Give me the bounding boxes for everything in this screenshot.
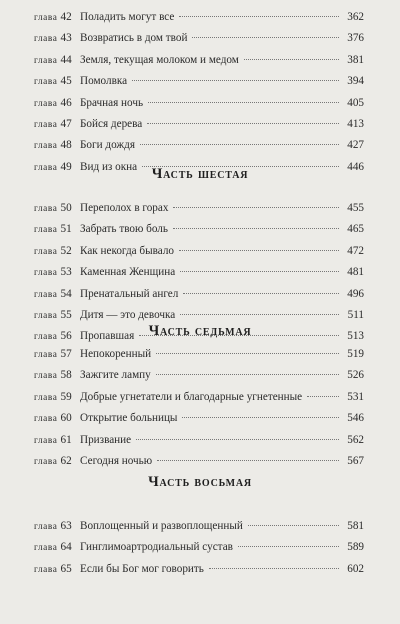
chapter-label (34, 344, 80, 366)
chapter-word: глава (34, 310, 58, 321)
dot-leader (180, 270, 339, 272)
chapter-title: Добрые угнетатели и благодарные угнетенные (80, 390, 303, 403)
chapter-word: глава (34, 268, 58, 279)
chapter-word: глава (34, 55, 58, 66)
chapter-title: Пропавшая (80, 330, 135, 343)
chapter-title: Переполох в горах (80, 202, 169, 214)
page-number: 589 (347, 541, 364, 554)
toc-entry[interactable] (34, 451, 364, 472)
page-number: 427 (347, 139, 364, 152)
page-number: 455 (347, 202, 364, 214)
page-number: 472 (347, 244, 364, 257)
dot-leader (147, 122, 339, 124)
chapter-word: глава (34, 456, 58, 467)
page-number: 405 (347, 96, 364, 109)
chapter-label (34, 408, 80, 430)
chapter-number: 62 (60, 454, 72, 467)
dot-leader (183, 292, 339, 294)
chapter-word: глава (34, 225, 58, 236)
chapter-number: 61 (60, 433, 72, 446)
chapter-title: Если бы Бог мог говорить (80, 562, 204, 575)
page-number: 413 (347, 117, 364, 130)
chapter-number: 46 (60, 96, 72, 109)
chapter-number: 55 (60, 308, 72, 321)
toc-entry[interactable] (34, 198, 364, 219)
chapter-label (34, 28, 80, 50)
chapter-word: глава (34, 392, 58, 403)
dot-leader (157, 459, 339, 461)
chapter-label (34, 114, 80, 136)
toc-entry[interactable] (34, 387, 364, 408)
chapter-word: глава (34, 204, 58, 214)
dot-leader (140, 143, 339, 145)
dot-leader (192, 36, 339, 38)
chapter-number: 44 (60, 53, 72, 66)
page-number: 362 (347, 11, 364, 23)
dot-leader (156, 373, 339, 375)
dot-leader (136, 438, 339, 440)
toc-entry[interactable] (34, 284, 364, 305)
chapter-word: глава (34, 98, 58, 109)
chapter-title: Открытие больницы (80, 412, 178, 425)
toc-entry[interactable] (34, 344, 364, 365)
page-number: 562 (347, 433, 364, 446)
toc-section-part-five (0, 7, 400, 178)
chapter-title: Помолвка (80, 75, 128, 88)
dot-leader (142, 165, 339, 167)
toc-entry[interactable] (34, 559, 364, 580)
chapter-word: глава (34, 435, 58, 446)
chapter-word: глава (34, 13, 58, 23)
dot-leader (182, 416, 339, 418)
toc-section-part-eight (0, 516, 400, 580)
page-number: 446 (347, 160, 364, 173)
page-number: 481 (347, 266, 364, 279)
chapter-label (34, 430, 80, 452)
chapter-number: 42 (60, 11, 72, 23)
chapter-title: Непокоренный (80, 348, 152, 360)
page-number: 381 (347, 53, 364, 66)
page-number: 519 (347, 348, 364, 360)
dot-leader (139, 334, 339, 336)
part-seven-title: Часть седьмая (148, 323, 252, 339)
chapter-number: 43 (60, 32, 72, 45)
chapter-label (34, 516, 80, 538)
toc-entry[interactable] (34, 408, 364, 429)
dot-leader (179, 15, 339, 17)
page-number: 394 (347, 75, 364, 88)
dot-leader (248, 524, 339, 526)
chapter-label (34, 262, 80, 284)
chapter-number: 59 (60, 390, 72, 403)
chapter-label (34, 284, 80, 306)
chapter-label (34, 559, 80, 581)
chapter-number: 47 (60, 117, 72, 130)
chapter-word: глава (34, 414, 58, 425)
chapter-label (34, 157, 80, 179)
toc-entry[interactable] (34, 50, 364, 71)
dot-leader (173, 206, 339, 208)
chapter-number: 53 (60, 266, 72, 279)
toc-entry[interactable] (34, 93, 364, 114)
chapter-word: глава (34, 246, 58, 257)
chapter-number: 65 (60, 562, 72, 575)
dot-leader (238, 545, 339, 547)
chapter-title: Сегодня ночью (80, 454, 153, 467)
chapter-title: Пренатальный ангел (80, 287, 179, 300)
chapter-title: Поладить могут все (80, 11, 175, 23)
chapter-title: Забрать твою боль (80, 223, 168, 236)
chapter-number: 45 (60, 75, 72, 88)
chapter-title: Брачная ночь (80, 96, 144, 109)
page-number: 465 (347, 223, 364, 236)
chapter-label (34, 451, 80, 473)
toc-section-part-six (0, 198, 400, 348)
dot-leader (179, 249, 339, 251)
chapter-title: Каменная Женщина (80, 266, 176, 279)
page-number: 531 (347, 390, 364, 403)
chapter-word: глава (34, 371, 58, 382)
chapter-number: 56 (60, 330, 72, 343)
dot-leader (180, 313, 339, 315)
toc-entry[interactable] (34, 305, 364, 326)
chapter-title: Гинглимоартродиальный сустав (80, 541, 233, 554)
toc-entry[interactable] (34, 28, 364, 49)
dot-leader (148, 101, 339, 103)
chapter-number: 49 (60, 160, 72, 173)
chapter-label (34, 241, 80, 263)
chapter-word: глава (34, 162, 58, 173)
chapter-word: глава (34, 564, 58, 575)
page-number: 513 (347, 330, 364, 343)
toc-section-part-seven (0, 344, 400, 472)
chapter-number: 60 (60, 412, 72, 425)
dot-leader (209, 567, 339, 569)
chapter-word: глава (34, 289, 58, 300)
chapter-number: 58 (60, 369, 72, 382)
chapter-title: Как некогда бывало (80, 244, 174, 257)
chapter-title: Боги дождя (80, 139, 135, 152)
chapter-label (34, 135, 80, 157)
chapter-word: глава (34, 141, 58, 152)
chapter-title: Воплощенный и развоплощенный (80, 520, 243, 532)
chapter-word: глава (34, 522, 58, 532)
chapter-label (34, 198, 80, 220)
chapter-label (34, 305, 80, 327)
chapter-number: 54 (60, 287, 72, 300)
chapter-title: Возвратись в дом твой (80, 32, 188, 45)
chapter-label (34, 50, 80, 72)
chapter-title: Дитя — это девочка (80, 308, 176, 321)
page-number: 526 (347, 369, 364, 382)
part-six-title: Часть шестая (151, 166, 249, 182)
chapter-title: Вид из окна (80, 160, 138, 173)
page-number: 546 (347, 412, 364, 425)
toc-entry[interactable] (34, 241, 364, 262)
toc-entry[interactable] (34, 157, 364, 178)
toc-entry[interactable] (34, 516, 364, 537)
chapter-label (34, 365, 80, 387)
toc-entry[interactable] (34, 430, 364, 451)
page-number: 567 (347, 454, 364, 467)
dot-leader (244, 58, 339, 60)
chapter-number: 48 (60, 139, 72, 152)
chapter-word: глава (34, 119, 58, 130)
chapter-label (34, 71, 80, 93)
chapter-word: глава (34, 77, 58, 88)
dot-leader (307, 395, 339, 397)
toc-entry[interactable] (34, 219, 364, 240)
chapter-label (34, 537, 80, 559)
chapter-title: Земля, текущая молоком и медом (80, 53, 239, 66)
toc-entry[interactable] (34, 135, 364, 156)
chapter-number: 50 (60, 202, 72, 214)
chapter-label (34, 387, 80, 409)
dot-leader (173, 227, 339, 229)
toc-entry[interactable] (34, 114, 364, 135)
toc-entry[interactable] (34, 71, 364, 92)
chapter-number: 64 (60, 541, 72, 554)
toc-entry[interactable] (34, 537, 364, 558)
dot-leader (132, 79, 339, 81)
chapter-number: 52 (60, 244, 72, 257)
chapter-label (34, 219, 80, 241)
chapter-word: глава (34, 543, 58, 554)
page-number: 376 (347, 32, 364, 45)
dot-leader (156, 352, 339, 354)
chapter-word: глава (34, 350, 58, 360)
chapter-title: Зажгите лампу (80, 369, 151, 382)
chapter-title: Бойся дерева (80, 117, 143, 130)
chapter-number: 57 (60, 348, 72, 360)
chapter-label (34, 93, 80, 115)
chapter-word: глава (34, 34, 58, 45)
toc-entry[interactable] (34, 262, 364, 283)
chapter-word: глава (34, 332, 58, 343)
chapter-title: Призвание (80, 433, 132, 446)
page-number: 496 (347, 287, 364, 300)
page-number: 602 (347, 562, 364, 575)
chapter-number: 63 (60, 520, 72, 532)
chapter-label (34, 7, 80, 29)
part-eight-title: Часть восьмая (148, 474, 252, 490)
chapter-number: 51 (60, 223, 72, 236)
toc-entry[interactable] (34, 365, 364, 386)
page-number: 581 (347, 520, 364, 532)
page-number: 511 (347, 308, 364, 321)
toc-entry[interactable] (34, 7, 364, 28)
